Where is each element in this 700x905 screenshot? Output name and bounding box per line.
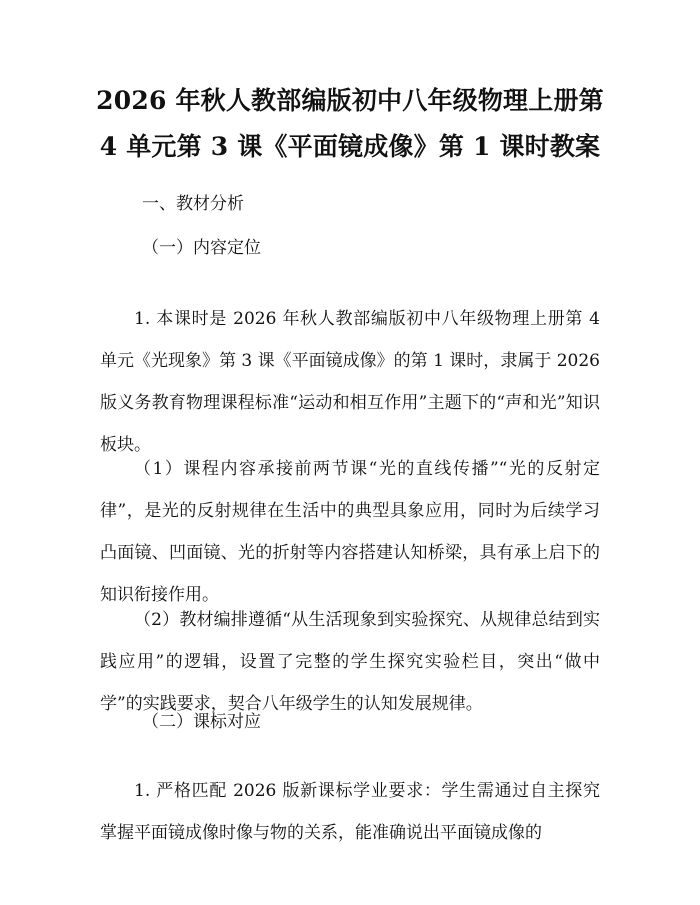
section-heading-textbook-analysis: 一、教材分析	[142, 194, 244, 214]
paragraph-1: 1. 本课时是 2026 年秋人教部编版初中八年级物理上册第 4 单元《光现象》第 3 课《平面镜成像》的第 1 课时，隶属于 2026 版义务教育物理课程标准“运动和相互作用”主题下的“声和光”知识板块。	[100, 309, 600, 455]
subsection-heading-curriculum-standard: （二）课标对应	[142, 712, 261, 732]
subsection-heading-content-positioning: （一）内容定位	[142, 238, 261, 258]
paragraph-2: （1）课程内容承接前两节课“光的直线传播”“光的反射定律”，是光的反射规律在生活中的典型具象应用，同时为后续学习凸面镜、凹面镜、光的折射等内容搭建认知桥梁，具有承上启下的知识衔接作用。	[100, 459, 600, 605]
document-title-line-1: 2026 年秋人教部编版初中八年级物理上册第	[96, 86, 604, 115]
paragraph-3: （2）教材编排遵循“从生活现象到实验探究、从规律总结到实践应用”的逻辑，设置了完整的学生探究实验栏目，突出“做中学”的实践要求，契合八年级学生的认知发展规律。	[100, 610, 600, 714]
document-title-line-2: 4 单元第 3 课《平面镜成像》第 1 课时教案	[99, 132, 601, 161]
paragraph-4: 1. 严格匹配 2026 版新课标学业要求：学生需通过自主探究掌握平面镜成像时像与物的关系，能准确说出平面镜成像的	[100, 781, 600, 843]
